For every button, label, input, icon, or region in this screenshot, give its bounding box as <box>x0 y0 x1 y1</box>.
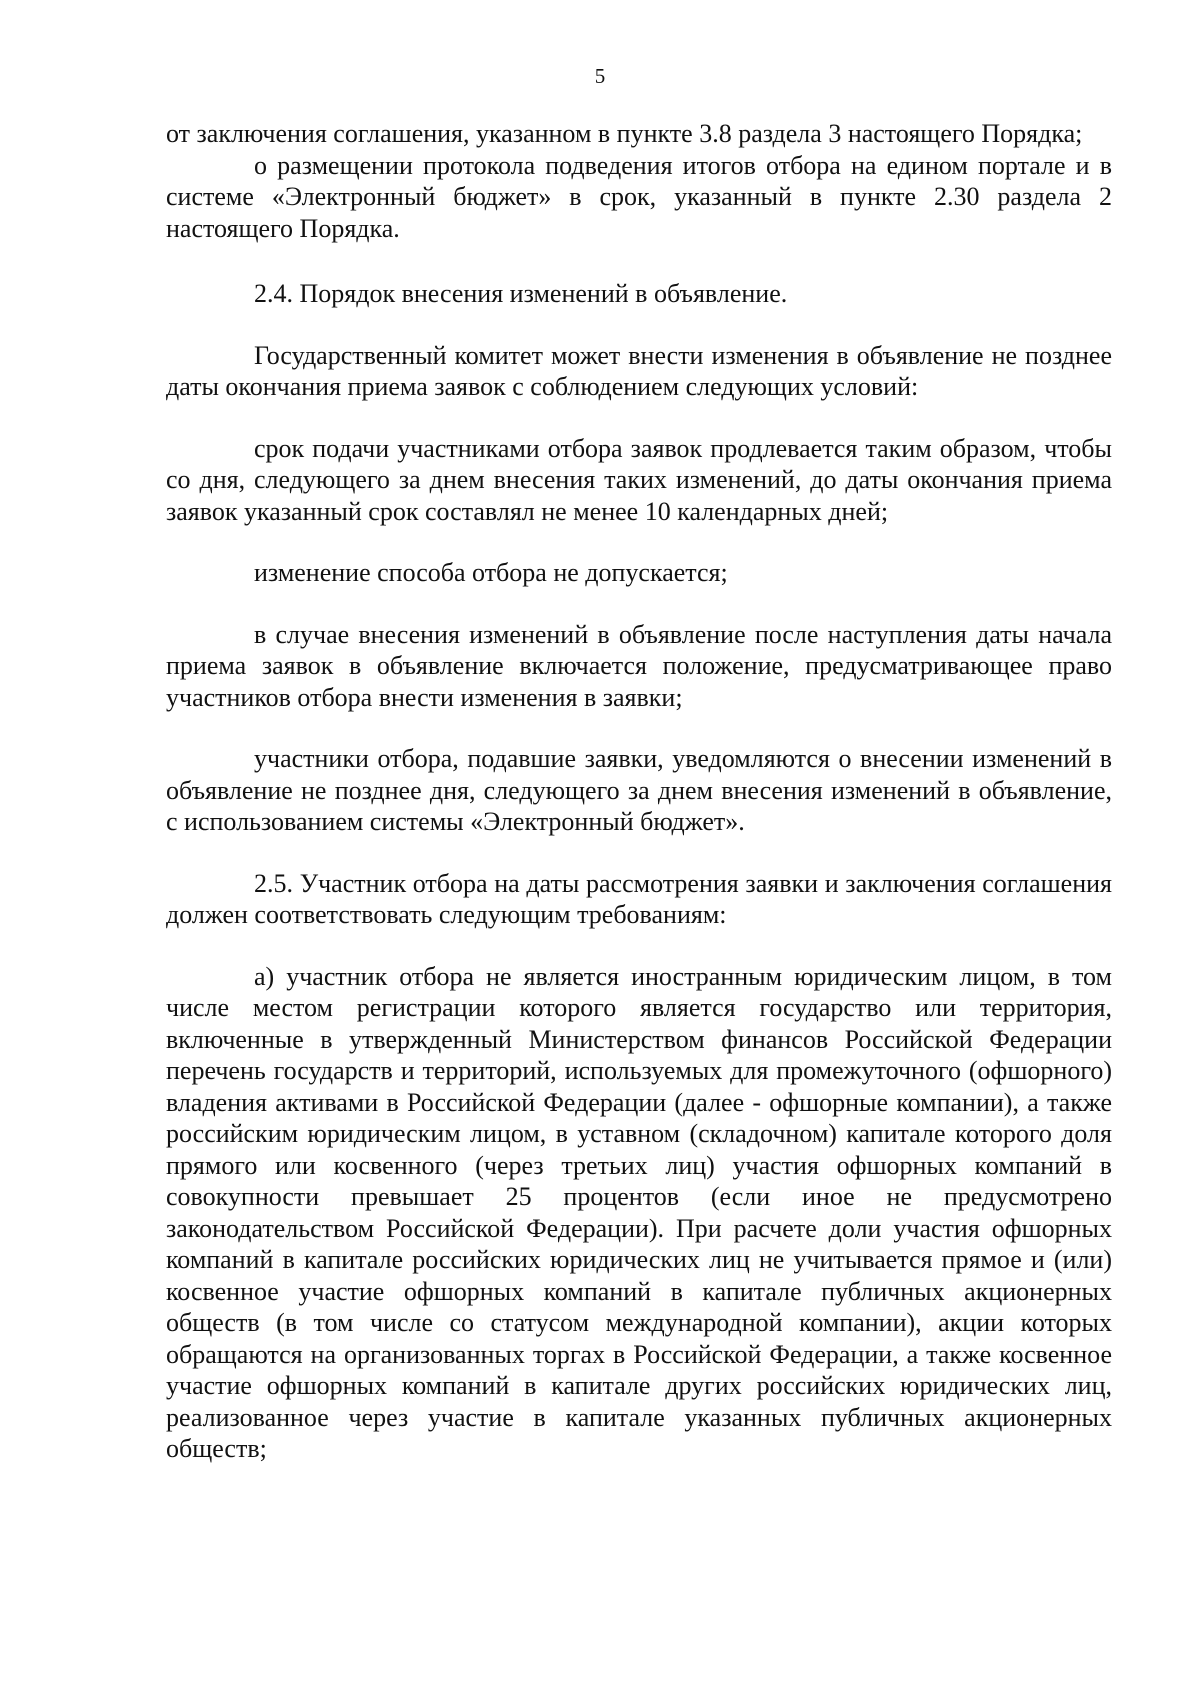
paragraph-committee-changes: Государственный комитет может внести изменения в объявление не позднее даты окончания приема заявок с соблюдением следующих условий: <box>166 340 1112 401</box>
page-number: 5 <box>594 64 606 88</box>
paragraph-participant-notification: участники отбора, подавшие заявки, уведомляются о внесении изменений в объявление не позднее дня, следующего за днем внесения изменений в объявление, с использованием системы «Электронный бюджет». <box>166 744 1112 836</box>
paragraph-deadline-extension: срок подачи участниками отбора заявок продлевается таким образом, чтобы со дня, следующего за днем внесения таких изменений, до даты окончания приема заявок указанный срок составлял не менее 10 календарных дней; <box>166 433 1112 526</box>
paragraph-selection-method: изменение способа отбора не допускается; <box>254 558 728 587</box>
paragraph-requirement-a: а) участник отбора не является иностранным юридическим лицом, в том числе местом регистрации которого является государство или территория, включенные в утвержденный Министерством финансов Российской Федерации перечень государств и территорий, используемых для промежуточного (офшорного) владения активами в Российской Федерации (далее - офшорные компании), а также российским юридическим лицом, в уставном (складочном) капитале которого доля прямого или косвенного (через третьих лиц) участия офшорных компаний в совокупности превышает 25 процентов (если иное не предусмотрено законодательством Российской Федерации). При расчете доли участия офшорных компаний в капитале российских юридических лиц не учитывается прямое и (или) косвенное участие офшорных компаний в капитале публичных акционерных обществ (в том числе со статусом международной компании), акции которых обращаются на организованных торгах в Российской Федерации, а также косвенное участие офшорных компаний в капитале других российских юридических лиц, реализованное через участие в капитале указанных публичных акционерных обществ; <box>166 961 1112 1463</box>
paragraph-continuation: от заключения соглашения, указанном в пункте 3.8 раздела 3 настоящего Порядка; <box>166 119 1083 148</box>
paragraph-changes-after-start: в случае внесения изменений в объявление после наступления даты начала приема заявок в объявление включается положение, предусматривающее право участников отбора внести изменения в заявки; <box>166 619 1112 712</box>
document-body <box>166 118 1112 1465</box>
paragraph-protocol-placement: о размещении протокола подведения итогов отбора на едином портале и в системе «Электронный бюджет» в срок, указанный в пункте 2.30 раздела 2 настоящего Порядка. <box>166 150 1112 243</box>
section-heading-2-4: 2.4. Порядок внесения изменений в объявление. <box>254 279 788 308</box>
section-paragraph-2-5: 2.5. Участник отбора на даты рассмотрения заявки и заключения соглашения должен соответствовать следующим требованиям: <box>166 868 1112 929</box>
